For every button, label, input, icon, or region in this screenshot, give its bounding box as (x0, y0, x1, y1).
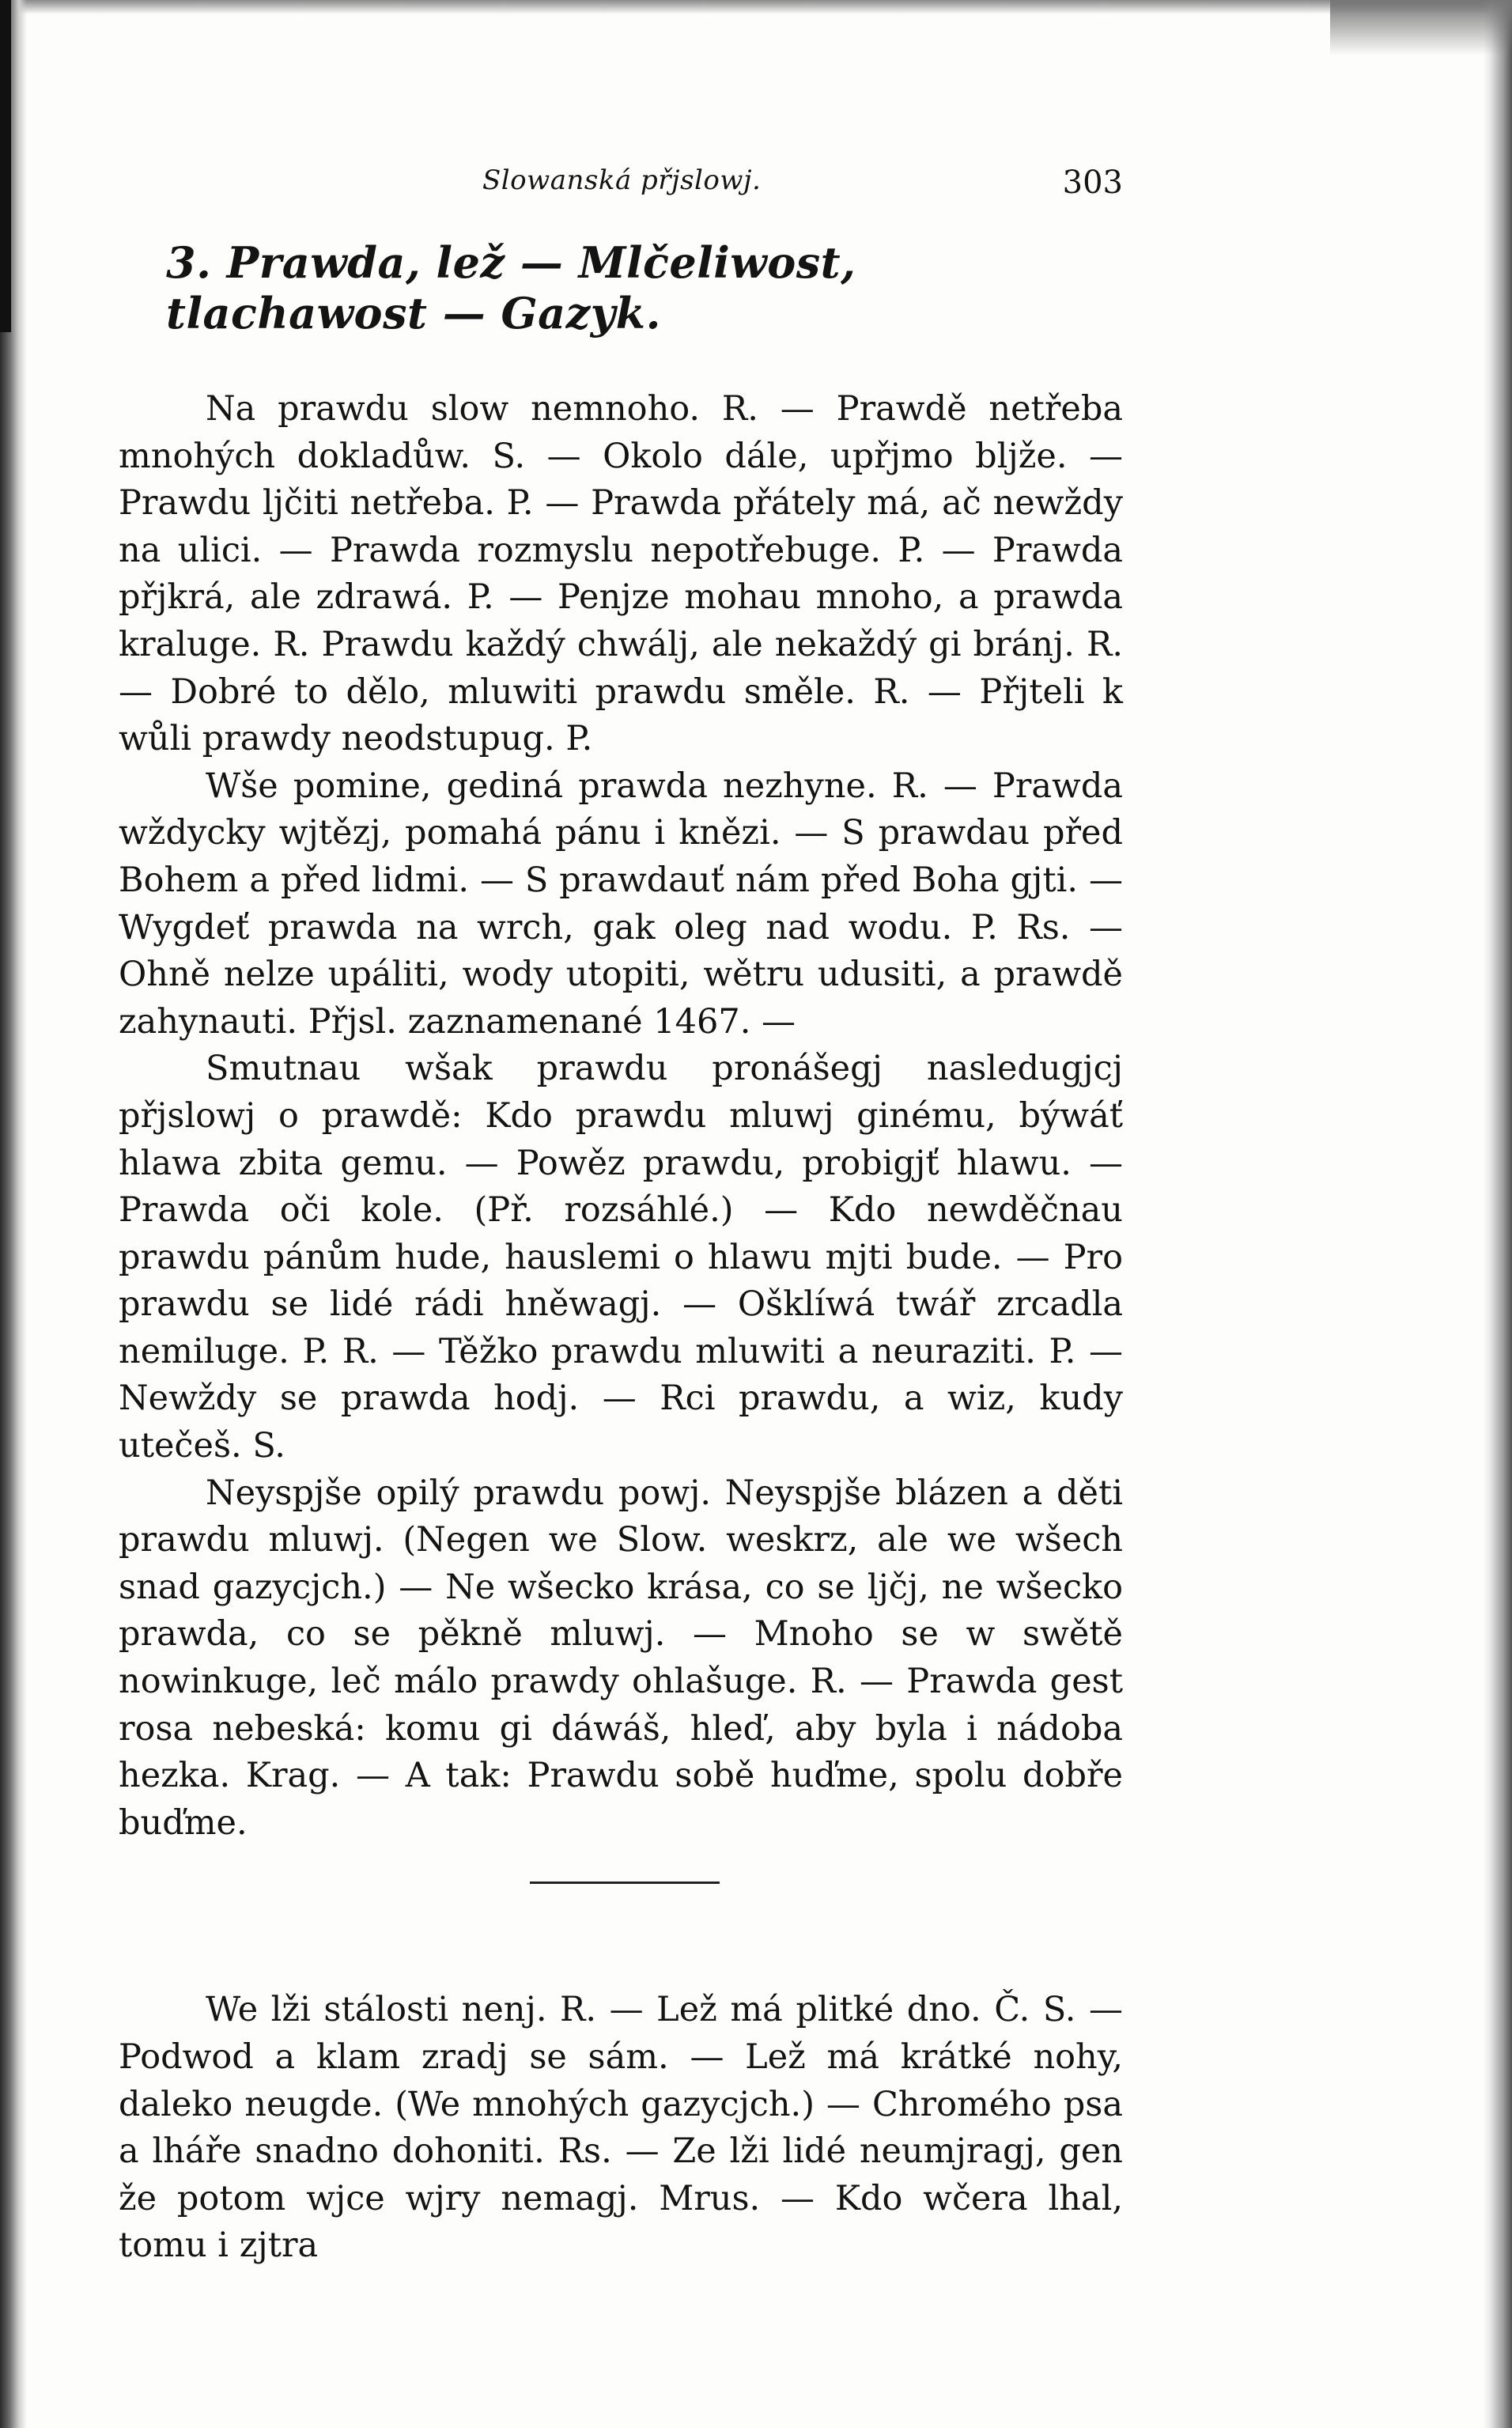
page-number: 303 (1062, 165, 1123, 201)
running-title: Slowanská přjslowj. (482, 165, 762, 196)
section-heading: 3. Prawda, lež — Mlčeliwost, tlachawost — Gazyk. (166, 237, 856, 338)
book-page (119, 158, 1123, 2270)
paragraph: We lži stálosti nenj. R. — Lež má plitké dno. Č. S. — Podwod a klam zradj se sám. — Lež má krátké nohy, daleko neugde. (We mnohých gazycjch.) — Chromého psa a lháře snadno dohoniti. Rs. — Ze lži lidé neumjragj, gen že potom wjce wjry nemagj. Mrus. — Kdo wčera lhal, tomu i zjtra (119, 1990, 1123, 2266)
scan-top-edge (0, 0, 1512, 14)
paragraph: Smutnau wšak prawdu pronášegj nasledugjcj přjslowj o prawdě: Kdo prawdu mluwj ginému, býwáť hlawa zbita gemu. — Powěz prawdu, probigjť hlawu. — Prawda oči kole. (Př. rozsáhlé.) — Kdo newděčnau prawdu pánům hude, hauslemi o hlawu mjti bude. — Pro prawdu se lidé rádi hněwagj. — Ošklíwá twář zrcadla nemiluge. P. R. — Těžko prawdu mluwiti a neuraziti. P. — Newždy se prawda hodj. — Rci prawdu, a wiz, kudy utečeš. S. (119, 1049, 1123, 1466)
scan-right-top-shadow (1330, 0, 1512, 55)
scan-left-shadow (0, 0, 11, 332)
section-divider (530, 1882, 720, 1884)
running-head (119, 158, 1123, 206)
paragraph: Wše pomine, gediná prawda nezhyne. R. — Prawda wždycky wjtězj, pomahá pánu i knězi. — S prawdau před Bohem a před lidmi. — S prawdauť nám před Boha gjti. — Wygdeť prawda na wrch, gak oleg nad wodu. P. Rs. — Ohně nelze upáliti, wody utopiti, wětru udusiti, a prawdě zahynauti. Přjsl. zaznamenané 1467. — (119, 766, 1123, 1042)
scan-right-edge (1484, 0, 1512, 2428)
paragraph: Neyspjše opilý prawdu powj. Neyspjše blázen a děti prawdu mluwj. (Negen we Slow. weskrz, ale we wšech snad gazycjch.) — Ne wšecko krása, co se ljčj, ne wšecko prawda, co se pěkně mluwj. — Mnoho se w swětě nowinkuge, leč málo prawdy ohlašuge. R. — Prawda gest rosa nebeská: komu gi dáwáš, hleď, aby byla i nádoba hezka. Krag. — A tak: Prawdu sobě huďme, spolu dobře buďme. (119, 1473, 1123, 1843)
paragraph: Na prawdu slow nemnoho. R. — Prawdě netřeba mnohých dokladůw. S. — Okolo dále, upřjmo bljže. — Prawdu ljčiti netřeba. P. — Prawda přátely má, ač newždy na ulici. — Prawda rozmyslu nepotřebuge. P. — Prawda přjkrá, ale zdrawá. P. — Penjze mohau mnoho, a prawda kraluge. R. Prawdu každý chwálj, ale nekaždý gi bránj. R. — Dobré to dělo, mluwiti prawdu směle. R. — Přjteli k wůli prawdy neodstupug. P. (119, 389, 1123, 759)
scan-left-edge (0, 0, 27, 2428)
